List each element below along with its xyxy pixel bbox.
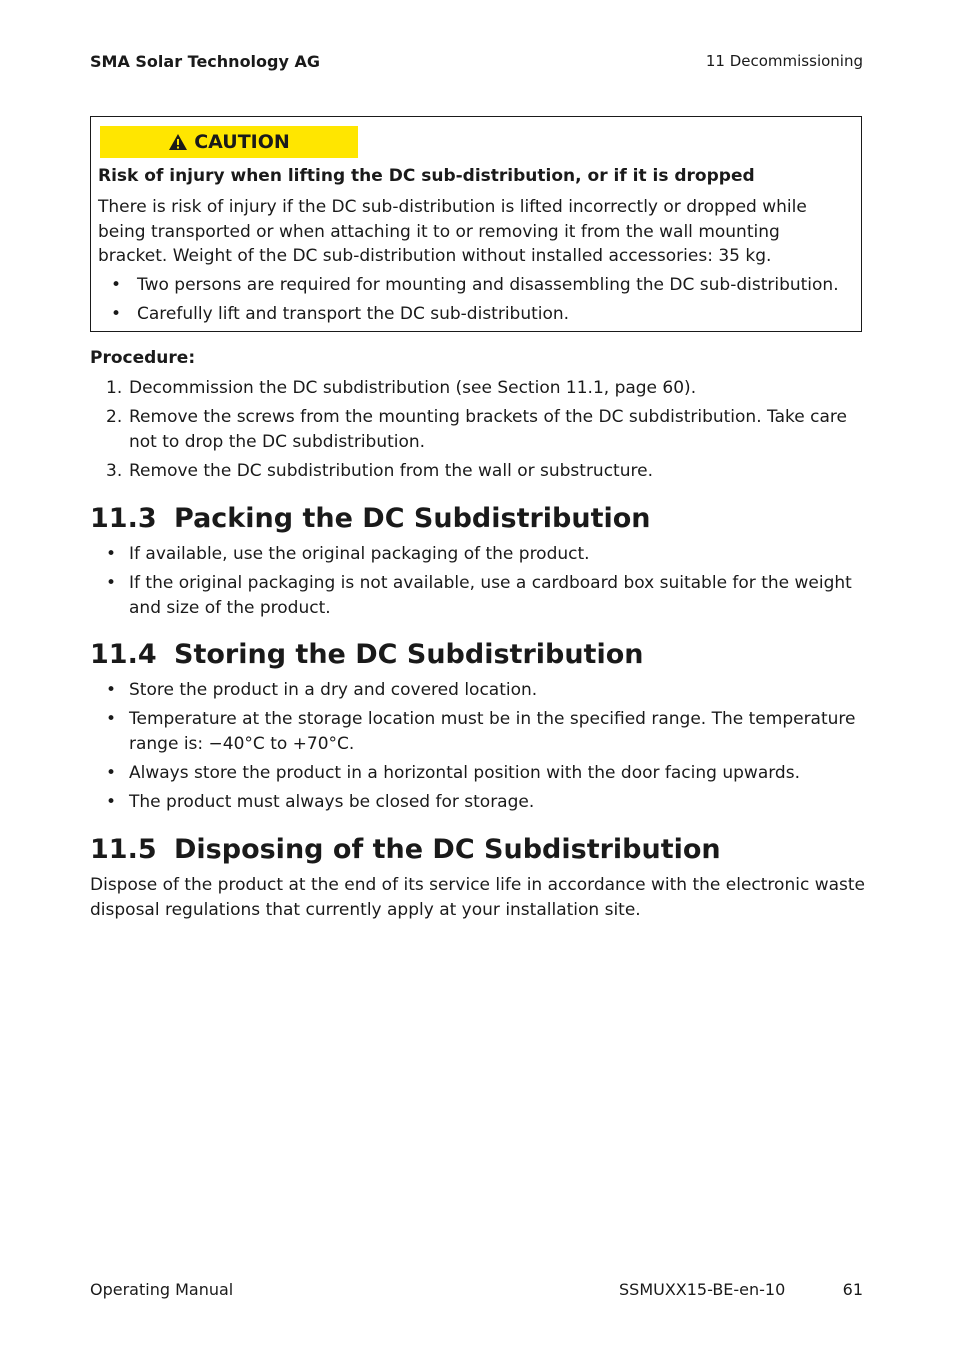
list-item-text: The product must always be closed for storage. — [129, 791, 535, 812]
list-item: • Two persons are required for mounting and disassembling the DC sub-distribution. — [111, 275, 839, 295]
section-title: Disposing of the DC Subdistribution — [174, 834, 721, 865]
caution-label — [100, 126, 358, 158]
section-heading — [90, 503, 651, 534]
section-title: Storing the DC Subdistribution — [174, 639, 644, 670]
procedure-title: Procedure: — [90, 348, 196, 368]
header-chapter: 11 Decommissioning — [705, 52, 863, 70]
list-item: • Temperature at the storage location must be in the specified range. The temperature range is: −40°C to +70°C. — [106, 709, 856, 754]
list-item: 1. Decommission the DC subdistribution (see Section 11.1, page 60). — [106, 378, 697, 398]
footer-page-number: 61 — [842, 1280, 863, 1299]
section-number: 11.3 — [90, 503, 157, 534]
section-bullet-list — [106, 678, 866, 819]
section-paragraph: Dispose of the product at the end of its service life in accordance with the electronic waste disposal regulations that currently apply at your installation site. — [90, 875, 866, 920]
list-item-text: Two persons are required for mounting and disassembling the DC sub-distribution. — [137, 275, 839, 295]
list-item: • If the original packaging is not available, use a cardboard box suitable for the weight and size of the product. — [106, 573, 852, 618]
list-item-text: Store the product in a dry and covered location. — [129, 680, 538, 700]
caution-text: There is risk of injury if the DC sub-distribution is lifted incorrectly or dropped while being transported or when attaching it to or removing it from the wall mounting bracket. Weight of the DC sub-distribution without installed accessories: 35 kg. — [98, 197, 807, 266]
section-bullet-list — [106, 542, 866, 625]
caution-label-text: CAUTION — [194, 131, 290, 153]
warning-triangle-icon — [168, 133, 188, 151]
list-item-text: If available, use the original packaging of the product. — [129, 544, 590, 564]
list-item-text: Remove the screws from the mounting brackets of the DC subdistribution. Take care not to drop the DC subdistribution. — [129, 407, 847, 452]
list-item: • Carefully lift and transport the DC sub-distribution. — [111, 304, 570, 324]
footer-doc-type: Operating Manual — [90, 1280, 234, 1299]
list-item: • Store the product in a dry and covered location. — [106, 680, 538, 700]
list-item: • The product must always be closed for storage. — [106, 791, 535, 812]
list-item-text: Remove the DC subdistribution from the wall or substructure. — [129, 460, 653, 481]
list-item-text: Decommission the DC subdistribution (see Section 11.1, page 60). — [129, 378, 697, 398]
header-company: SMA Solar Technology AG — [90, 52, 320, 71]
procedure-steps — [106, 376, 856, 488]
list-item: • If available, use the original packaging of the product. — [106, 544, 590, 564]
section-number: 11.5 — [90, 834, 157, 865]
section-title: Packing the DC Subdistribution — [174, 503, 651, 534]
list-item: • Always store the product in a horizontal position with the door facing upwards. — [106, 762, 800, 783]
footer-doc-code: SSMUXX15-BE-en-10 — [619, 1280, 786, 1299]
list-item-text: Carefully lift and transport the DC sub-distribution. — [137, 304, 570, 324]
list-item-text: If the original packaging is not available, use a cardboard box suitable for the weight and size of the product. — [129, 573, 852, 618]
caution-box — [90, 116, 862, 332]
section-number: 11.4 — [90, 639, 157, 670]
list-item-text: Always store the product in a horizontal position with the door facing upwards. — [129, 762, 800, 783]
caution-title: Risk of injury when lifting the DC sub-distribution, or if it is dropped — [98, 166, 755, 186]
list-item-text: Temperature at the storage location must be in the specified range. The temperature range is: −40°C to +70°C. — [129, 709, 856, 754]
list-item: 3. Remove the DC subdistribution from the wall or substructure. — [106, 460, 653, 481]
caution-bullet-list — [111, 273, 839, 331]
list-item: 2. Remove the screws from the mounting brackets of the DC subdistribution. Take care not to drop the DC subdistribution. — [106, 407, 847, 452]
section-heading — [90, 639, 644, 670]
section-heading — [90, 834, 721, 865]
